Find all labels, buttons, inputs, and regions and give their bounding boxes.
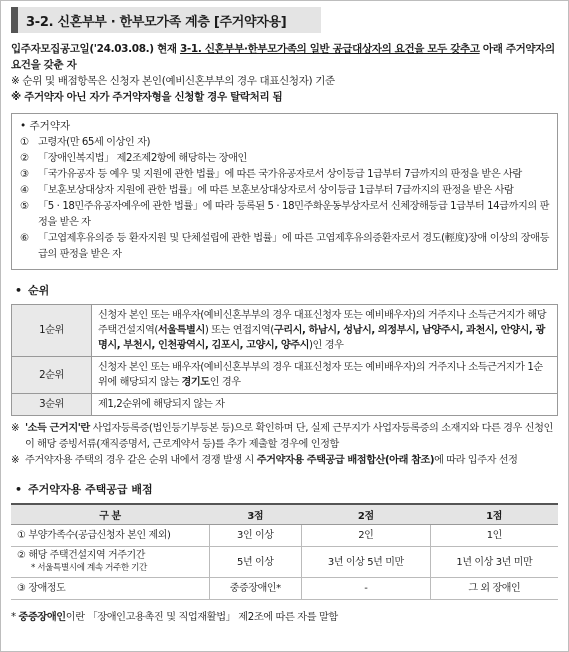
section-title-bar bbox=[11, 7, 321, 33]
score-cell: 그 외 장애인 bbox=[430, 578, 558, 600]
eligibility-list bbox=[20, 135, 549, 263]
rank-label: 1순위 bbox=[12, 305, 92, 357]
column-header: 2점 bbox=[302, 504, 431, 525]
note-item: ※ 주거약자용 주택의 경우 같은 순위 내에서 경쟁 발생 시 주거약자용 주택공급 배점합산(아래 참조)에 따라 입주자 선정 bbox=[11, 455, 518, 466]
intro-note-1: ※ 순위 및 배점항목은 신청자 본인(예비신혼부부의 경우 대표신청자) 기준 bbox=[11, 75, 335, 87]
column-header: 3점 bbox=[209, 504, 302, 525]
intro-tail: 아래 주거약자의 요건을 갖춘 자 bbox=[11, 43, 555, 71]
table-row bbox=[12, 305, 558, 357]
eligibility-box bbox=[11, 113, 558, 270]
table-row bbox=[12, 357, 558, 394]
rank-desc: 신청자 본인 또는 배우자(예비신혼부부의 경우 대표신청자 또는 예비배우자)의 거주지나 소득근거지가 해당 주택건설지역(서울특별시) 또는 연접지역(구리시, 하남시, 성남시, 의정부시, 남양주시, 과천시, 안양시, 광명시, 부천시, 인천광역시, 김포시, 고양시, 양주시)인 경우 bbox=[92, 305, 558, 357]
score-cell: 1년 이상 3년 미만 bbox=[430, 547, 558, 578]
score-cell: 3인 이상 bbox=[209, 525, 302, 547]
section-title: 3-2. 신혼부부 · 한부모가족 계층 [주거약자용] bbox=[26, 14, 287, 30]
list-item: ② 「장애인복지법」 제2조제2항에 해당하는 장애인 bbox=[20, 153, 247, 164]
list-item: ④ 「보훈보상대상자 지원에 관한 법률」에 따른 보훈보상대상자로서 상이등급 1급부터 7급까지의 판정을 받은 사람 bbox=[20, 185, 514, 196]
list-item: ① 고령자(만 65세 이상인 자) bbox=[20, 137, 150, 148]
list-item: ③ 「국가유공자 등 예우 및 지원에 관한 법률」에 따른 국가유공자로서 상이등급 1급부터 7급까지의 판정을 받은 사람 bbox=[20, 169, 522, 180]
score-heading: • 주거약자용 주택공급 배점 bbox=[15, 483, 153, 496]
bullet-icon: • bbox=[15, 284, 23, 297]
list-item: ⑥ 「고엽제후유의증 등 환자지원 및 단체설립에 관한 법률」에 따른 고엽제후유의증환자로서 경도(輕度)장애 이상의 장애등급의 판정을 받은 자 bbox=[20, 233, 549, 260]
intro-note-2: ※ 주거약자 아닌 자가 주거약자형을 신청할 경우 탈락처리 됨 bbox=[11, 91, 283, 103]
intro-lead: 입주자모집공고일('24.03.08.) 현재 bbox=[11, 43, 180, 55]
score-cell: 2인 bbox=[302, 525, 431, 547]
rank-table bbox=[11, 304, 558, 416]
intro-line bbox=[11, 41, 558, 73]
column-header: 구 분 bbox=[11, 504, 209, 525]
table-row bbox=[11, 525, 558, 547]
bullet-icon: • bbox=[15, 483, 23, 496]
rank-desc: 제1,2순위에 해당되지 않는 자 bbox=[92, 394, 558, 416]
row-sublabel: * 서울특별시에 계속 거주한 기간 bbox=[31, 563, 147, 573]
row-label: ① 부양가족수(공급신청자 본인 제외) bbox=[11, 525, 209, 547]
column-header: 1점 bbox=[430, 504, 558, 525]
note-item: ※ '소득 근거지'란 사업자등록증(법인등기부등본 등)으로 확인하며 단, 실제 근무지가 사업자등록증의 소재지와 다른 경우 신청인이 해당 증빙서류(재직증명서, 근로계약서 등)를 추가 제출할 경우에 인정함 bbox=[11, 423, 553, 450]
score-cell: 5년 이상 bbox=[209, 547, 302, 578]
list-item: ⑤ 「5 · 18민주유공자예우에 관한 법률」에 따라 등록된 5 · 18민주화운동부상자로서 신체장해등급 1급부터 14급까지의 판정을 받은 자 bbox=[20, 201, 549, 228]
table-row bbox=[11, 547, 558, 578]
rank-label: 3순위 bbox=[12, 394, 92, 416]
rank-heading: • 순위 bbox=[15, 284, 50, 297]
rank-desc: 신청자 본인 또는 배우자(예비신혼부부의 경우 대표신청자 또는 예비배우자)의 거주지나 소득근거지가 1순위에 해당되지 않는 경기도인 경우 bbox=[92, 357, 558, 394]
table-header-row bbox=[11, 504, 558, 525]
rank-notes bbox=[11, 421, 558, 469]
score-cell: 중증장애인* bbox=[209, 578, 302, 600]
box-heading: • 주거약자 bbox=[20, 120, 71, 132]
score-table bbox=[11, 503, 558, 600]
intro-text bbox=[11, 41, 558, 105]
score-cell: 1인 bbox=[430, 525, 558, 547]
intro-underlined: 3-1. 신혼부부·한부모가족의 일반 공급대상자의 요건을 모두 갖추고 bbox=[179, 43, 480, 55]
rank-label: 2순위 bbox=[12, 357, 92, 394]
row-label: ② 해당 주택건설지역 거주기간 * 서울특별시에 계속 거주한 기간 bbox=[11, 547, 209, 578]
score-cell: - bbox=[302, 578, 431, 600]
table-row bbox=[12, 394, 558, 416]
table-row bbox=[11, 578, 558, 600]
footer-note: * 중증장애인이란 「장애인고용촉진 및 직업재활법」 제2조에 따른 자를 말함 bbox=[11, 612, 338, 623]
score-cell: 3년 이상 5년 미만 bbox=[302, 547, 431, 578]
row-label: ③ 장애정도 bbox=[11, 578, 209, 600]
